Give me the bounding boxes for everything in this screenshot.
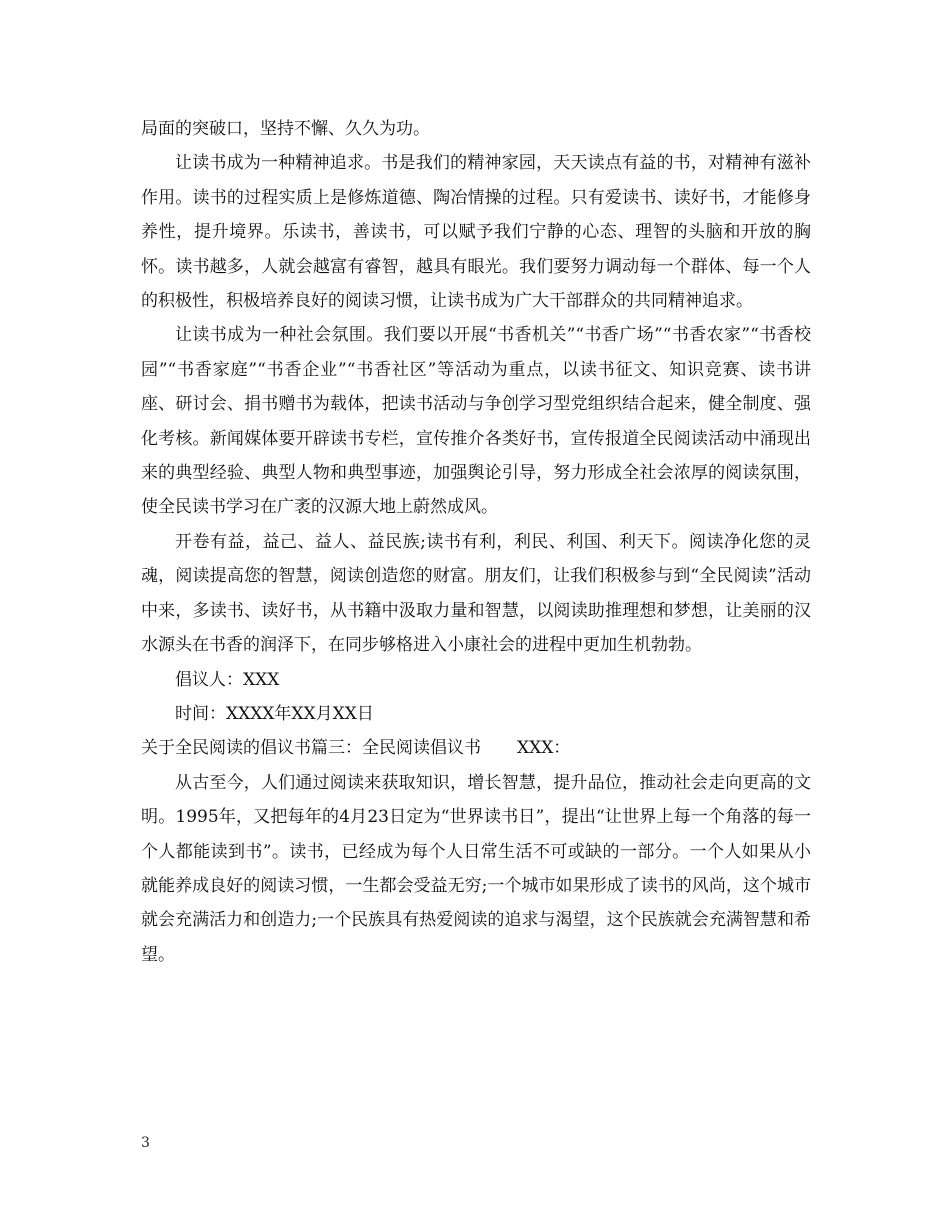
initiator-line: 倡议人：XXX bbox=[175, 669, 280, 690]
section-addressee: XXX： bbox=[517, 738, 571, 759]
paragraph-reading-history: 从古至今，人们通过阅读来获取知识，增长智慧，提升品位，推动社会走向更高的文明。1995年，又把每年的4月23日定为“世界读书日”，提出“让世界上每一个角落的每一个人都能读到书”。读书，已经成为每个人日常生活不可或缺的一部分。一个人如果从小就能养成良好的阅读习惯，一生都会受益无穷;一个城市如果形成了读书的风尚，这个城市就会充满活力和创造力;一个民族具有热爱阅读的追求与渴望，这个民族就会充满智慧和希望。 bbox=[141, 772, 811, 965]
section-heading bbox=[141, 731, 811, 765]
paragraph-social-atmosphere: 让读书成为一种社会氛围。我们要以开展“书香机关”“书香广场”“书香农家”“书香校园”“书香家庭”“书香企业”“书香社区”等活动为重点，以读书征文、知识竞赛、读书讲座、研讨会、捐书赠书为载体，把读书活动与争创学习型党组织结合起来，健全制度、强化考核。新闻媒体要开辟读书专栏，宣传推介各类好书，宣传报道全民阅读活动中涌现出来的典型经验、典型人物和典型事迹，加强舆论引导，努力形成全社会浓厚的阅读氛围，使全民读书学习在广袤的汉源大地上蔚然成风。 bbox=[141, 325, 811, 518]
document-body bbox=[141, 112, 811, 972]
page-number: 3 bbox=[141, 1135, 150, 1151]
paragraph-continuation: 局面的突破口，坚持不懈、久久为功。 bbox=[141, 119, 430, 139]
section-title: 关于全民阅读的倡议书篇三：全民阅读倡议书 bbox=[141, 738, 481, 759]
date-line: 时间：XXXX年XX月XX日 bbox=[175, 703, 374, 724]
paragraph-spiritual-pursuit: 让读书成为一种精神追求。书是我们的精神家园，天天读点有益的书，对精神有滋补作用。读书的过程实质上是修炼道德、陶冶情操的过程。只有爱读书、读好书，才能修身养性，提升境界。乐读书，善读书，可以赋予我们宁静的心态、理智的头脑和开放的胸怀。读书越多，人就会越富有睿智，越具有眼光。我们要努力调动每一个群体、每一个人的积极性，积极培养良好的阅读习惯，让读书成为广大干部群众的共同精神追求。 bbox=[141, 153, 811, 312]
paragraph-call-to-action: 开卷有益，益己、益人、益民族;读书有利，利民、利国、利天下。阅读净化您的灵魂，阅读提高您的智慧，阅读创造您的财富。朋友们，让我们积极参与到“全民阅读”活动中来，多读书、读好书，从书籍中汲取力量和智慧，以阅读助推理想和梦想，让美丽的汉水源头在书香的润泽下，在同步够格进入小康社会的进程中更加生机勃勃。 bbox=[141, 531, 811, 656]
